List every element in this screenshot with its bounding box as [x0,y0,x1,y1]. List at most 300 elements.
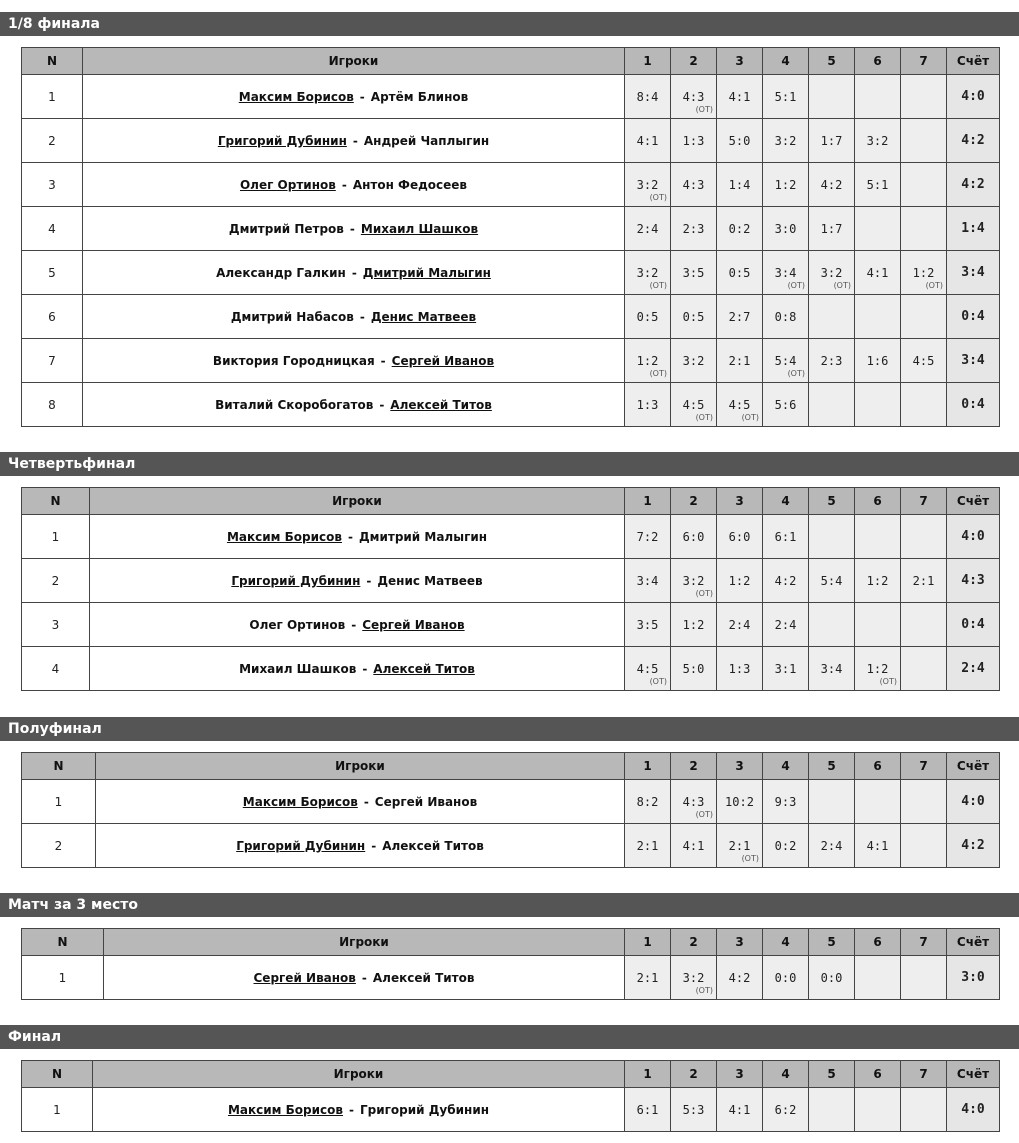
match-number: 3 [22,603,90,647]
match-total-score: 4:3 [947,559,1000,603]
section-title: Полуфинал [0,717,1019,741]
set-score-value: 4:1 [728,1102,751,1117]
match-row [22,780,1000,824]
set-score-1 [625,251,671,295]
match-row [22,1088,1000,1132]
match-table [21,928,1000,1000]
match-table [21,47,1000,427]
set-score-value: 2:7 [728,309,751,324]
match-total-score: 4:0 [947,75,1000,119]
match-number: 1 [22,75,83,119]
overtime-mark: (ОТ) [925,281,943,290]
set-score-2 [671,295,717,339]
set-score-value: 6:1 [636,1102,659,1117]
match-total-score: 4:2 [947,163,1000,207]
set-score-value: 3:2 [820,265,843,280]
player-2-name[interactable]: Дмитрий Малыгин [362,265,491,280]
overtime-mark: (ОТ) [787,281,805,290]
set-score-1 [625,647,671,691]
column-header-set-5: 5 [809,929,855,956]
players-cell [83,163,625,207]
players-separator: - [362,661,368,676]
column-header-n: N [22,1061,93,1088]
match-number: 1 [22,515,90,559]
match-number: 4 [22,207,83,251]
set-score-4 [763,339,809,383]
players-cell [90,647,625,691]
set-score-5 [809,559,855,603]
set-score-5 [809,515,855,559]
set-score-value: 0:0 [820,970,843,985]
set-score-2 [671,75,717,119]
set-score-value: 2:4 [774,617,797,632]
players-cell [90,559,625,603]
set-score-value: 5:3 [682,1102,705,1117]
set-score-4 [763,515,809,559]
set-score-value: 3:5 [636,617,659,632]
set-score-value: 3:2 [682,353,705,368]
set-score-2 [671,1088,717,1132]
set-score-1 [625,824,671,868]
set-score-7 [901,956,947,1000]
set-score-1 [625,383,671,427]
set-score-value: 4:2 [774,573,797,588]
column-header-score: Счёт [947,48,1000,75]
player-2-name[interactable]: Сергей Иванов [391,353,495,368]
column-header-set-3: 3 [717,48,763,75]
player-1-name[interactable]: Григорий Дубинин [217,133,347,148]
set-score-3 [717,559,763,603]
set-score-5 [809,119,855,163]
set-score-5 [809,339,855,383]
column-header-score: Счёт [947,929,1000,956]
match-row [22,295,1000,339]
column-header-n: N [22,929,104,956]
player-1-name: Дмитрий Набасов [230,309,354,324]
column-header-set-5: 5 [809,1061,855,1088]
players-separator: - [349,1102,354,1117]
column-header-set-4: 4 [763,48,809,75]
match-row [22,603,1000,647]
table-header-row [22,753,1000,780]
set-score-value: 8:4 [636,89,659,104]
overtime-mark: (ОТ) [695,413,713,422]
set-score-1 [625,603,671,647]
match-total-score: 0:4 [947,603,1000,647]
set-score-6 [855,956,901,1000]
set-score-5 [809,163,855,207]
set-score-7 [901,559,947,603]
set-score-5 [809,647,855,691]
players-separator: - [349,221,355,236]
match-total-score: 4:0 [947,780,1000,824]
set-score-5 [809,1088,855,1132]
player-1-name[interactable]: Максим Борисов [238,89,354,104]
column-header-players: Игроки [93,1061,625,1088]
match-total-score: 4:2 [947,119,1000,163]
players-separator: - [352,133,358,148]
set-score-2 [671,251,717,295]
section-title: 1/8 финала [0,12,1019,36]
players-separator: - [380,353,386,368]
set-score-1 [625,780,671,824]
player-2-name: Антон Федосеев [352,177,468,192]
set-score-value: 4:3 [682,177,705,192]
players-separator: - [371,838,377,853]
set-score-6 [855,207,901,251]
match-total-score: 4:0 [947,515,1000,559]
set-score-value: 4:5 [728,397,751,412]
set-score-value: 2:3 [682,221,705,236]
column-header-players: Игроки [83,48,625,75]
player-1-name[interactable]: Олег Ортинов [239,177,336,192]
player-2-name[interactable]: Алексей Титов [373,661,475,676]
set-score-value: 2:1 [728,353,751,368]
players-cell [93,1088,625,1132]
set-score-value: 3:2 [682,970,705,985]
players-separator: - [341,177,347,192]
set-score-value: 1:2 [682,617,705,632]
player-2-name: Андрей Чаплыгин [363,133,490,148]
set-score-value: 2:1 [728,838,751,853]
set-score-3 [717,163,763,207]
column-header-set-1: 1 [625,488,671,515]
players-separator: - [351,265,357,280]
match-row [22,207,1000,251]
set-score-2 [671,780,717,824]
set-score-value: 1:3 [636,397,659,412]
set-score-value: 1:2 [636,353,659,368]
set-score-value: 4:3 [682,89,705,104]
match-total-score: 4:0 [947,1088,1000,1132]
player-1-name[interactable]: Григорий Дубинин [236,838,366,853]
set-score-value: 4:1 [682,838,705,853]
match-number: 4 [22,647,90,691]
set-score-3 [717,603,763,647]
players-cell [83,207,625,251]
set-score-3 [717,1088,763,1132]
set-score-value: 4:1 [636,133,659,148]
set-score-1 [625,515,671,559]
players-cell [104,956,625,1000]
set-score-value: 4:2 [820,177,843,192]
players-separator: - [363,794,369,809]
set-score-value: 4:5 [682,397,705,412]
set-score-value: 2:4 [636,221,659,236]
match-total-score: 1:4 [947,207,1000,251]
match-row [22,251,1000,295]
set-score-5 [809,75,855,119]
set-score-3 [717,383,763,427]
set-score-value: 4:1 [866,838,889,853]
match-row [22,515,1000,559]
set-score-value: 3:5 [682,265,705,280]
column-header-set-7: 7 [901,753,947,780]
set-score-value: 5:1 [866,177,889,192]
column-header-set-5: 5 [809,488,855,515]
set-score-4 [763,1088,809,1132]
match-number: 2 [22,119,83,163]
set-score-1 [625,339,671,383]
set-score-value: 6:1 [774,529,797,544]
set-score-1 [625,559,671,603]
player-1-name: Дмитрий Петров [228,221,344,236]
set-score-4 [763,383,809,427]
set-score-2 [671,119,717,163]
match-number: 8 [22,383,83,427]
set-score-4 [763,603,809,647]
set-score-3 [717,647,763,691]
column-header-set-6: 6 [855,48,901,75]
overtime-mark: (ОТ) [741,854,759,863]
set-score-7 [901,515,947,559]
column-header-set-4: 4 [763,929,809,956]
player-1-name[interactable]: Сергей Иванов [253,970,356,985]
set-score-value: 0:0 [774,970,797,985]
players-cell [90,603,625,647]
players-separator: - [359,309,365,324]
set-score-value: 5:6 [774,397,797,412]
set-score-6 [855,647,901,691]
column-header-set-1: 1 [625,48,671,75]
player-1-name[interactable]: Максим Борисов [227,1102,343,1117]
set-score-3 [717,119,763,163]
players-separator: - [379,397,385,412]
set-score-value: 2:3 [820,353,843,368]
overtime-mark: (ОТ) [741,413,759,422]
match-row [22,339,1000,383]
set-score-2 [671,383,717,427]
set-score-3 [717,295,763,339]
set-score-value: 6:0 [682,529,705,544]
set-score-value: 7:2 [636,529,659,544]
set-score-value: 4:3 [682,794,705,809]
set-score-7 [901,339,947,383]
overtime-mark: (ОТ) [833,281,851,290]
overtime-mark: (ОТ) [649,193,667,202]
set-score-value: 5:4 [820,573,843,588]
column-header-set-2: 2 [671,929,717,956]
overtime-mark: (ОТ) [695,589,713,598]
player-1-name: Михаил Шашков [239,661,357,676]
set-score-1 [625,295,671,339]
players-cell [83,295,625,339]
set-score-2 [671,824,717,868]
set-score-value: 0:5 [728,265,751,280]
match-total-score: 0:4 [947,295,1000,339]
player-2-name[interactable]: Денис Матвеев [370,309,477,324]
set-score-7 [901,383,947,427]
set-score-3 [717,75,763,119]
set-score-7 [901,647,947,691]
set-score-4 [763,559,809,603]
set-score-6 [855,75,901,119]
set-score-value: 1:3 [682,133,705,148]
set-score-value: 3:4 [636,573,659,588]
set-score-value: 5:0 [728,133,751,148]
match-number: 1 [22,1088,93,1132]
section-title: Матч за 3 место [0,893,1019,917]
player-2-name[interactable]: Алексей Титов [390,397,492,412]
match-number: 6 [22,295,83,339]
match-row [22,163,1000,207]
set-score-1 [625,75,671,119]
match-number: 7 [22,339,83,383]
players-cell [83,339,625,383]
column-header-set-3: 3 [717,929,763,956]
column-header-set-2: 2 [671,48,717,75]
column-header-set-7: 7 [901,488,947,515]
player-2-name: Артём Блинов [370,89,469,104]
set-score-value: 8:2 [636,794,659,809]
set-score-2 [671,515,717,559]
set-score-4 [763,780,809,824]
player-1-name[interactable]: Максим Борисов [226,529,342,544]
player-2-name[interactable]: Сергей Иванов [362,617,465,632]
match-table [21,752,1000,868]
player-2-name: Григорий Дубинин [359,1102,490,1117]
column-header-set-5: 5 [809,48,855,75]
column-header-score: Счёт [947,488,1000,515]
players-cell [83,383,625,427]
table-header-row [22,929,1000,956]
set-score-value: 5:4 [774,353,797,368]
set-score-2 [671,647,717,691]
set-score-6 [855,780,901,824]
player-1-name: Виктория Городницкая [212,353,375,368]
match-table [21,1060,1000,1132]
column-header-n: N [22,488,90,515]
set-score-7 [901,295,947,339]
set-score-value: 3:2 [636,177,659,192]
match-total-score: 4:2 [947,824,1000,868]
column-header-set-1: 1 [625,753,671,780]
column-header-set-6: 6 [855,753,901,780]
set-score-value: 9:3 [774,794,797,809]
column-header-set-2: 2 [671,488,717,515]
set-score-2 [671,339,717,383]
set-score-2 [671,956,717,1000]
players-cell [83,251,625,295]
set-score-6 [855,295,901,339]
overtime-mark: (ОТ) [649,281,667,290]
set-score-7 [901,207,947,251]
column-header-set-7: 7 [901,48,947,75]
match-row [22,824,1000,868]
set-score-5 [809,251,855,295]
players-cell [90,515,625,559]
player-1-name: Олег Ортинов [249,617,346,632]
set-score-6 [855,559,901,603]
table-header-row [22,48,1000,75]
set-score-value: 4:5 [636,661,659,676]
set-score-value: 1:2 [866,661,889,676]
match-table [21,487,1000,691]
column-header-players: Игроки [90,488,625,515]
set-score-4 [763,824,809,868]
set-score-value: 3:2 [682,573,705,588]
column-header-set-1: 1 [625,929,671,956]
set-score-3 [717,207,763,251]
set-score-value: 1:7 [820,221,843,236]
set-score-value: 6:0 [728,529,751,544]
set-score-3 [717,956,763,1000]
set-score-6 [855,339,901,383]
set-score-value: 5:1 [774,89,797,104]
set-score-value: 1:4 [728,177,751,192]
set-score-value: 1:3 [728,661,751,676]
column-header-set-6: 6 [855,488,901,515]
column-header-players: Игроки [104,929,625,956]
column-header-n: N [22,753,96,780]
player-1-name: Александр Галкин [216,265,346,280]
player-1-name[interactable]: Григорий Дубинин [231,573,361,588]
column-header-set-7: 7 [901,929,947,956]
set-score-6 [855,251,901,295]
set-score-value: 3:4 [774,265,797,280]
set-score-value: 1:2 [774,177,797,192]
player-2-name[interactable]: Михаил Шашков [360,221,479,236]
section-title: Четвертьфинал [0,452,1019,476]
set-score-value: 0:5 [636,309,659,324]
match-number: 1 [22,780,96,824]
set-score-7 [901,75,947,119]
set-score-value: 0:5 [682,309,705,324]
set-score-3 [717,251,763,295]
set-score-value: 1:6 [866,353,889,368]
set-score-value: 5:0 [682,661,705,676]
column-header-set-6: 6 [855,929,901,956]
set-score-3 [717,515,763,559]
set-score-value: 1:2 [866,573,889,588]
set-score-6 [855,1088,901,1132]
overtime-mark: (ОТ) [649,677,667,686]
players-cell [96,780,625,824]
column-header-set-5: 5 [809,753,855,780]
column-header-set-6: 6 [855,1061,901,1088]
set-score-value: 3:0 [774,221,797,236]
match-total-score: 3:4 [947,339,1000,383]
match-row [22,119,1000,163]
column-header-score: Счёт [947,753,1000,780]
column-header-players: Игроки [96,753,625,780]
set-score-value: 2:1 [636,970,659,985]
set-score-4 [763,163,809,207]
players-cell [83,119,625,163]
section-title: Финал [0,1025,1019,1049]
set-score-7 [901,163,947,207]
column-header-set-4: 4 [763,1061,809,1088]
table-header-row [22,488,1000,515]
match-row [22,956,1000,1000]
player-1-name[interactable]: Максим Борисов [242,794,358,809]
player-2-name: Алексей Титов [372,970,475,985]
match-total-score: 0:4 [947,383,1000,427]
set-score-7 [901,603,947,647]
overtime-mark: (ОТ) [695,105,713,114]
column-header-set-7: 7 [901,1061,947,1088]
set-score-5 [809,383,855,427]
column-header-n: N [22,48,83,75]
overtime-mark: (ОТ) [787,369,805,378]
column-header-set-4: 4 [763,753,809,780]
set-score-value: 2:1 [636,838,659,853]
set-score-value: 2:1 [912,573,935,588]
set-score-value: 4:1 [866,265,889,280]
players-separator: - [366,573,372,588]
players-separator: - [359,89,365,104]
set-score-value: 4:5 [912,353,935,368]
